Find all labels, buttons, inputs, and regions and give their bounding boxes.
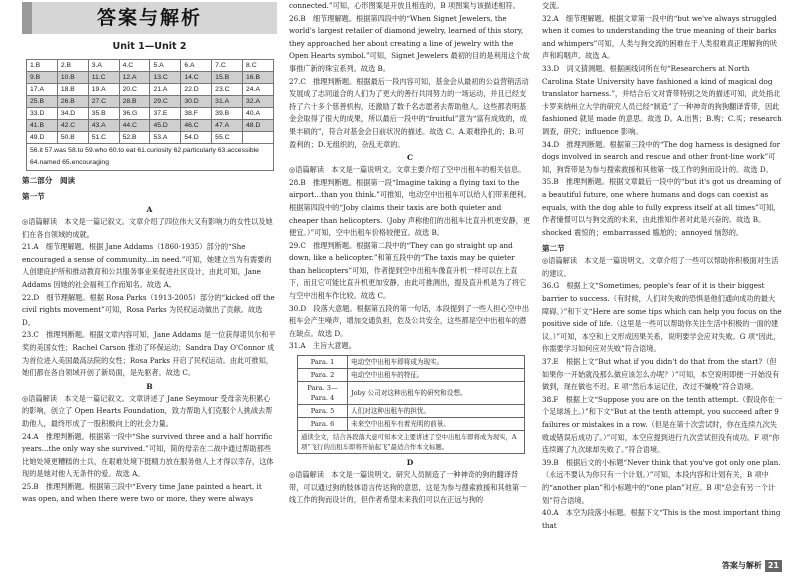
answer-key-cell: 7.C (212, 60, 243, 72)
paragraph: 27.C 推理判断题。根据最后一段内容可知，基金会从最初的公益营销活动发展成了志同道合的人们为了更大的善行共同努力的一场运动，并且已经支持了六十多个慈善机构，还激励了数千名志愿者去帮助他人。这些都表明基金会取得了很大的成果，所以最后一段中的“fruitful”意为“富有成效的，成果丰硕的”，符合对基金会日前状况的描述。故选 C。A.艰难挣扎的；B.可盈利的；D.无组织的，杂乱无章的。 (289, 76, 529, 149)
middle-column (289, 0, 531, 576)
answer-key-cell: 39.B (212, 108, 243, 120)
paragraph: connected.”可知，心形图案是开放且相连的，B 项图案与该描述相符。 (289, 1, 520, 10)
paragraph: ◎语篇解读 本文是一篇说明文。研究人员制造了一种神奇的狗的翻译背带，可以通过狗的肢体语言传达狗的意思，这是为参与搜索救援和其他第一线工作的狗而设计的，但作者希望未来我们可以在正远与狗的 (289, 470, 527, 505)
answer-key-row (27, 96, 274, 108)
paragraph: 36.G 根据上文“Sometimes, people's fear of it is their biggest barrier to success.（有时候，人们对失败的恐惧是他们通向成功的最大障碍。）”和下文“Here are some tips which can help you focus on the positive side of life.（这里是一些可以帮助你关注生活中积极的一面的建议。）”可知，本空和上文形成因果关系，说明要学会应对失败。G 项“因此，你需要学习如何应对失败”符合语境。 (542, 281, 782, 354)
answer-key-cell: 34.D (57, 108, 88, 120)
answer-key-cell: 51.C (88, 132, 119, 144)
paragraph: 交流。 (542, 1, 564, 10)
paragraph: 32.A 细节理解题。根据文章第一段中的“but we've always struggled when it comes to understanding the true meaning of their barks and whimpers”可知，人类与狗交流的困难在于人类很难真正理解狗的吠声和呜咽声。故选 A。 (542, 13, 778, 61)
paragraph-summary: 未来空中出租车有着光明的前景。 (348, 418, 525, 431)
paragraph: 40.A 本空为段落小标题。根据下文“This is the most important thing that (542, 508, 781, 530)
section-heading: 第一节 (22, 192, 45, 201)
paragraph: 22.D 细节理解题。根据 Rosa Parks（1913-2005）部分的“kicked off the civil rights movement”可知，Rosa Parks 为民权运动做出了贡献。故选 D。 (22, 292, 275, 327)
answer-key-cell: 37.E (150, 108, 181, 120)
paragraph-summary: 电动空中出租车的特征。 (348, 369, 525, 382)
answer-key-table (26, 59, 274, 144)
answer-key-cell: 15.B (212, 72, 243, 84)
paragraph: 26.B 细节理解题。根据第四段中的“When Signet Jewelers, the world's largest retailer of diamond jewelry, learned of this story, they approached her about creating a line of jewelry with the Open Hearts symbol.”可知，Signet Jewelers 最初的目的是利用这个故事推广新的珠宝系列。故选 B。 (289, 13, 530, 73)
answer-key-cell: 50.B (57, 132, 88, 144)
paragraph-summary: 电动空中出租车即将成为现实。 (348, 356, 525, 369)
answer-key-cell: 42.C (57, 120, 88, 132)
paragraph-label: Para. 5 (298, 405, 348, 418)
answer-key-cell: 29.C (150, 96, 181, 108)
answer-key-cell: 30.D (181, 96, 212, 108)
right-column (542, 0, 782, 576)
answer-key-cell: 2.B (57, 60, 88, 72)
answer-key-cell: 41.B (27, 120, 58, 132)
paragraph-summary: 人们对这种出租车的担忧。 (348, 405, 525, 418)
footer-label: 答案与解析 (721, 561, 762, 570)
answer-key-cell: 14.C (181, 72, 212, 84)
unit-heading: Unit 1—Unit 2 (112, 41, 187, 52)
answer-key-cell: 47.A (212, 120, 243, 132)
answer-key-row (27, 120, 274, 132)
paragraph: 35.B 推理判断题。根据文章最后一段中的“but it's got us dreaming of a beautiful future, one where humans and dogs can coexist as equals, with the dog able to fully express itself at all times”可知，作者憧憬可以与狗交流的未来，由此推知作者对此是兴奋的。故选 B。shocked 震惊的；embarrassed 尴尬的；annoyed 恼怒的。 (542, 177, 782, 237)
answer-key-cell: 10.B (57, 72, 88, 84)
paragraph-summary: Joby 公司对这种出租车的研究和设想。 (348, 382, 525, 405)
page-number: 21 (765, 560, 782, 572)
answer-key-cell: 3.A (88, 60, 119, 72)
paragraph-label: Para. 2 (298, 369, 348, 382)
section-banner (22, 2, 277, 34)
answer-key-cell: 12.A (119, 72, 150, 84)
table-row (298, 356, 525, 369)
answer-key-cell: 20.C (119, 84, 150, 96)
paragraph: 38.F 根据上文“Suppose you are on the tenth attempt.（假设你在一个足球场上。）”和下文“But at the tenth attempt, you succeed after 9 failures or mistakes in a row.（但是在第十次尝试时，你在连续九次失败或错误后成功了。）”可知，本空应提到进行九次尝试但没有成功。F 项“你连续踢了九次球却失败了。”符合语境。 (542, 394, 782, 455)
answer-key-cell: 40.A (243, 108, 274, 120)
answer-key-cell: 9.B (27, 72, 58, 84)
left-column (22, 0, 277, 576)
paragraph: 25.B 推理判断题。根据第三段中“Every time Jane painted a heart, it was open, and when there were two or more, they were always (22, 481, 262, 504)
answer-key-cell: 44.C (119, 120, 150, 132)
answer-key-cell: 52.B (119, 132, 150, 144)
answer-key-cell: 4.C (119, 60, 150, 72)
paragraph: ◎语篇解读 本文是一篇记叙文。文章介绍了四位伟大又有影响力的女性以及她们在各自领域的成就。 (22, 217, 273, 239)
answer-key-cell: 21.A (150, 84, 181, 96)
paragraph: ◎语篇解读 本文是一篇记叙文。文章讲述了 Jane Seymour 受母亲先积累心的影响，创立了 Open Hearts Foundation，致力帮助人们克服个人挑战去帮助他人，最终形成了一股积极向上的社会力量。 (22, 393, 273, 428)
answer-key-cell: 33.D (27, 108, 58, 120)
answer-key-cell: 38.F (181, 108, 212, 120)
answer-key-cell: 8.C (243, 60, 274, 72)
paragraph-label: Para. 6 (298, 418, 348, 431)
paragraph: 31.A 主旨大意题。 (289, 341, 356, 351)
paragraph: 34.D 推理判断题。根据第三段中的“The dog harness is designed for dogs involved in search and rescue and other front-line work”可知，狗背带是为参与搜索救援和其他第一线工作的狗而设计的。故选 D。 (542, 139, 781, 174)
answer-key-cell: 16.B (243, 72, 274, 84)
answer-key-cell: 25.B (27, 96, 58, 108)
answer-key-cell: 35.B (88, 108, 119, 120)
answer-key-cell: 28.B (119, 96, 150, 108)
answer-key-cell: 17.A (27, 84, 58, 96)
answer-key-cell: 27.C (88, 96, 119, 108)
answer-key-cell: 46.C (181, 120, 212, 132)
answer-key-cell: 49.D (27, 132, 58, 144)
main-idea-table (297, 355, 525, 454)
paragraph: 23.C 推理判断题。根据文章内容可知，Jane Addams 是一位获得诺贝尔和平奖的美国女性；Rachel Carson 推动了环保运动；Sandra Day O'Connor 成为首位进入美国最高法院的女性；Rosa Parks 开启了民权运动。由此可推知，她们都在各自领域开创了新局面，是先驱者。故选 C。 (22, 330, 276, 378)
answer-key-extra: 56.it 57.was 58.to 59.who 60.to eat 61.curiosity 62.particularly 63.accessible 64.named 65.encouraging (26, 144, 274, 171)
paragraph: 21.A 细节理解题。根据 Jane Addams（1860-1935）部分的“She encouraged a sense of community...in need.”可知，她建立当为有需要的人创建庇护所和推动教育和公共服务事业来促进社区设计，由此可知，Jane Addams 因她的社会福利工作而知名。故选 A。 (22, 242, 272, 289)
paragraph: ◎语篇解读 本文是一篇说明文。文章主要介绍了空中出租车的相关信息。 (289, 165, 526, 175)
paragraph: 28.B 推理判断题。根据第一段“Imagine taking a flying taxi to the airport...than you think.”可推知，电动空中出租车可以给人们带来便利。根据第四段中的“Joby claims their taxis are both quieter and cheaper than helicopters.（Joby 声称他们的出租车比直升机更安静，更便宜。）”可知，空中出租车价格较便宜。故选 B。 (289, 177, 531, 238)
section-heading: 第二部分 阅读 (22, 176, 76, 185)
paragraph: 39.B 根据后文的小标题“Never think that you've got only one plan.（永远不要认为你只有一个计划。）”可知，本段内容和计划有关，B 项中的“another plan”和小标题中的“one plan”对应。B 项“总会有另一个计划”符合语境。 (542, 457, 781, 505)
answer-key-cell: 18.B (57, 84, 88, 96)
answer-key-cell: 1.B (27, 60, 58, 72)
answer-key-cell: 53.A (150, 132, 181, 144)
answer-key-cell: 54.D (181, 132, 212, 144)
passage-letter: C (406, 153, 414, 163)
paragraph: 37.E 根据上文“But what if you didn't do that from the start?（但如果你一开始就没那么做应该怎么办呢？）”可知，本空说明即便一开始没有做到，现在做也不迟。E 项“然后本运记住，改过不嫌晚”符合语境。 (542, 357, 780, 392)
banner-stripe (22, 2, 32, 34)
answer-key-cell: 24.A (243, 84, 274, 96)
answer-key-cell: 6.A (181, 60, 212, 72)
answer-key-row (27, 60, 274, 72)
paragraph: 24.A 推理判断题。根据第一段中“She survived three and a half horrific years...the only way she survived.”可知，简的母亲在二战中通过帮助那些比她处境更糟糕的士兵，在艰难处境下挺精力放在服务他人上才得以幸存，这体现的是她对他人无条件的爱。故选 A。 (22, 431, 274, 479)
answer-key-cell (243, 132, 274, 144)
answer-key-cell: 5.A (150, 60, 181, 72)
answer-key-cell: 32.A (243, 96, 274, 108)
answer-key-cell: 36.G (119, 108, 150, 120)
answer-key-cell: 19.A (88, 84, 119, 96)
section-heading: 第二节 (542, 244, 565, 254)
left-column-body (22, 174, 277, 506)
paragraph: ◎语篇解读 本文是一篇说明文。文章介绍了一些可以帮助你积极面对生活的建议。 (542, 256, 779, 278)
table-note: 通读全文，结合各段落大意可知本文主要讲述了空中出租车即将成为现实，A 项“飞行的出租车即将开始起飞”最适合作本文标题。 (298, 431, 525, 454)
answer-key-row (27, 72, 274, 84)
answer-key-cell: 11.C (88, 72, 119, 84)
answer-key-cell: 26.B (57, 96, 88, 108)
passage-letter: A (146, 205, 153, 214)
answer-key-cell: 13.C (150, 72, 181, 84)
table-row (298, 418, 525, 431)
table-row (298, 405, 525, 418)
page-title: 答案与解析 (96, 7, 202, 29)
table-row (298, 369, 525, 382)
table-row (298, 382, 525, 405)
paragraph: 30.D 段落大意题。根据第五段的第一句话，本段提到了一些人担心空中出租车会产生噪声，增加交通负担，危及公共安全，这些都是空中出租车的潜在缺点。故选 D。 (289, 303, 530, 338)
passage-letter: D (406, 458, 414, 468)
answer-key-cell: 22.D (181, 84, 212, 96)
answer-key-cell: 23.C (212, 84, 243, 96)
answer-key-cell: 45.D (150, 120, 181, 132)
answer-key-cell: 55.C (212, 132, 243, 144)
paragraph: 29.C 推理判断题。根据第二段中的“They can go straight up and down, like a helicopter.”和第五段中的“The taxis may be quieter than helicopters”可知，作者提到空中出租车像直升机一样可以在上直下，而且它可能比直升机更加安静，由此可推测出，提及直升机是为了将它与空中出租车作比较。故选 C。 (289, 240, 527, 301)
page-footer (722, 560, 782, 572)
answer-key-row (27, 84, 274, 96)
answer-key-row (27, 132, 274, 144)
answer-key-cell: 31.A (212, 96, 243, 108)
paragraph-label: Para. 3—Para. 4 (298, 382, 348, 405)
paragraph: 33.D 词义猜测题。根据画线词所在句“Researchers at North Carolina State University have fashioned a kind of magical dog translator harness.”，并结合后文对背带特别之处的描述可知，此处指北卡罗来纳州立大学的研究人员已经“制造”了一种神奇的狗狗翻译背带，因此 fashioned 就是 made 的意思。故选 D。A.出售；B.购；C.买；research 调查，研究；influence 影响。 (542, 63, 782, 136)
answer-key-cell: 43.A (88, 120, 119, 132)
passage-letter: B (146, 381, 153, 391)
answer-key-cell: 48.D (243, 120, 274, 132)
paragraph-label: Para. 1 (298, 356, 348, 369)
answer-key-row (27, 108, 274, 120)
